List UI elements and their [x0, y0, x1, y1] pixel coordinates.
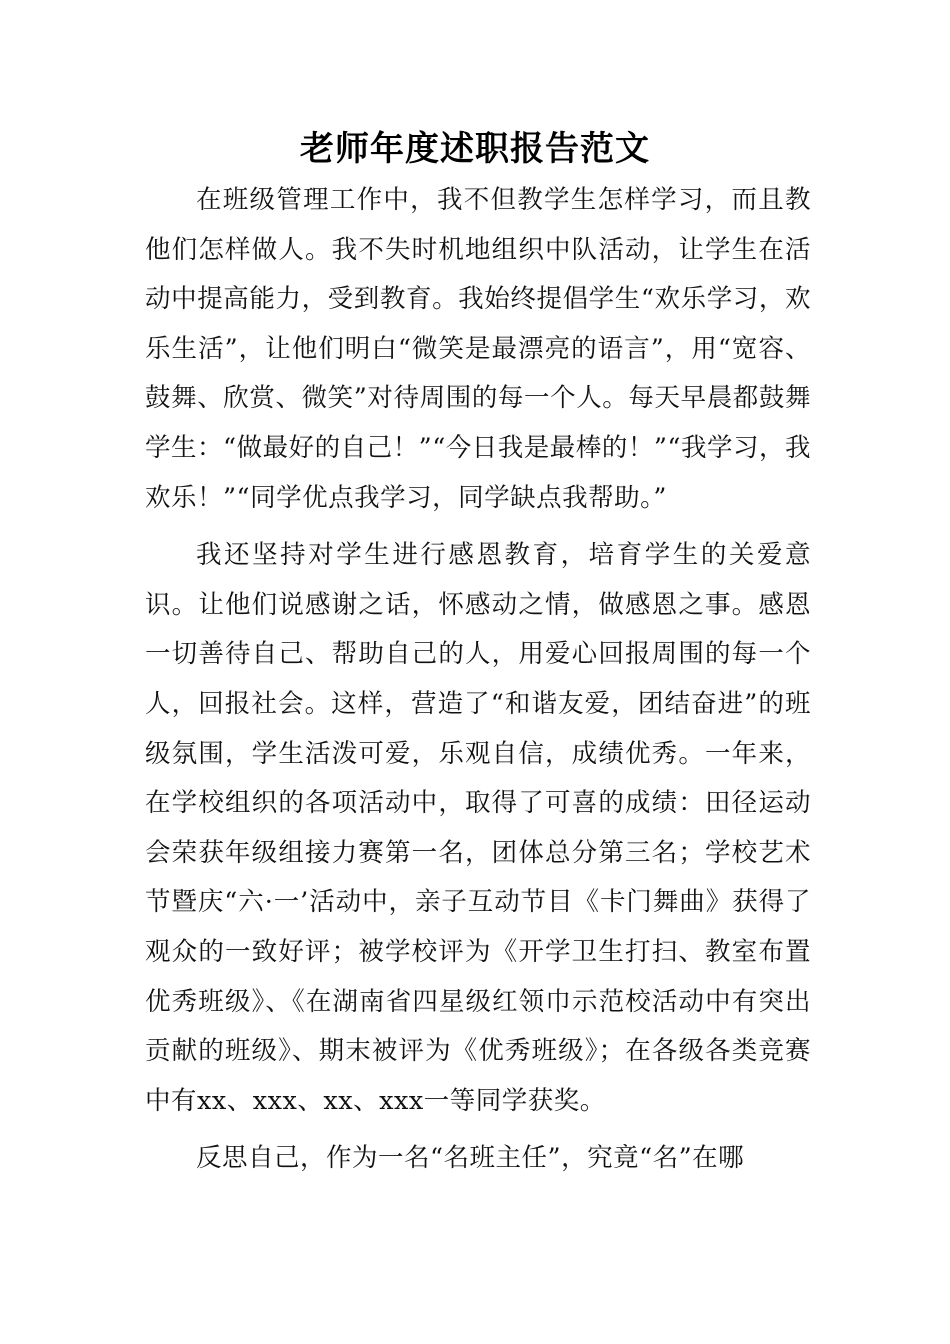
paragraph-gratitude-education: 我还坚持对学生进行感恩教育，培育学生的关爱意识。让他们说感谢之话，怀感动之情，做感恩之事。感恩一切善待自己、帮助自己的人，用爱心回报周围的每一个人，回报社会。这样，营造了“和谐友爱，团结奋进”的班级氛围，学生活泼可爱，乐观自信，成绩优秀。一年来，在学校组织的各项活动中，取得了可喜的成绩：田径运动会荣获年级组接力赛第一名，团体总分第三名；学校艺术节暨庆“六·一’活动中，亲子互动节目《卡门舞曲》获得了观众的一致好评；被学校评为《开学卫生打扫、教室布置优秀班级》、《在湖南省四星级红领巾示范校活动中有突出贡献的班级》、期末被评为《优秀班级》；在各级各类竞赛中有xx、xxx、xx、xxx一等同学获奖。 [145, 540, 811, 1116]
paragraph-class-management: 在班级管理工作中，我不但教学生怎样学习，而且教他们怎样做人。我不失时机地组织中队活动，让学生在活动中提高能力，受到教育。我始终提倡学生“欢乐学习，欢乐生活”，让他们明白“微笑是最漂亮的语言”，用“宽容、鼓舞、欣赏、微笑”对待周围的每一个人。每天早晨都鼓舞学生：“做最好的自己！”“今日我是最棒的！”“我学习，我欢乐！”“同学优点我学习，同学缺点我帮助。” [145, 185, 811, 513]
paragraph-self-reflection: 反思自己，作为一名“名班主任”，究竟“名”在哪 [196, 1143, 745, 1174]
document-body [145, 176, 811, 1184]
document-title: 老师年度述职报告范文 [300, 129, 650, 169]
